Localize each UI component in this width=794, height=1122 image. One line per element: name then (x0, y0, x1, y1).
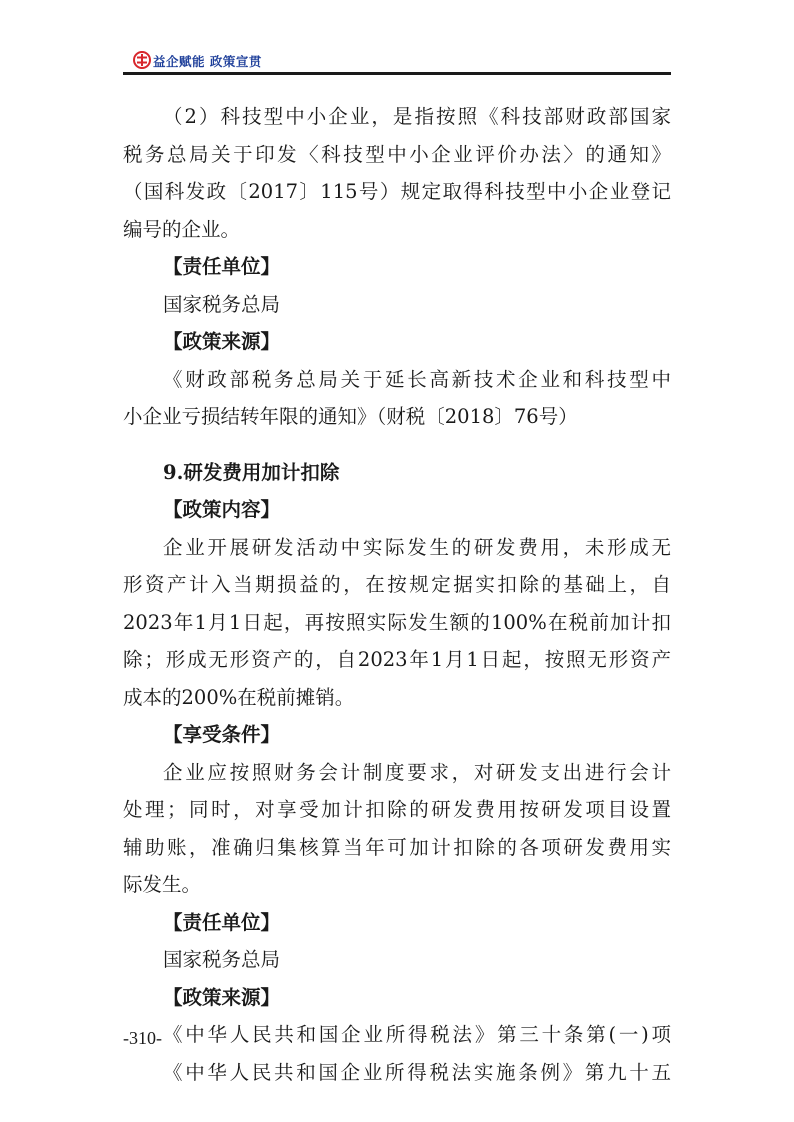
responsible-unit-value: 国家税务总局 (163, 948, 281, 971)
text-line: （国科发政〔2017〕115号）规定取得科技型中小企业登记 (123, 180, 671, 203)
responsible-unit-value: 国家税务总局 (163, 292, 281, 316)
text-line: 形资产计入当期损益的，在按规定据实扣除的基础上，自 (123, 573, 671, 596)
eligibility-text (123, 754, 671, 904)
text-line: 《中华人民共和国企业所得税法》第三十条第(一)项 (163, 1023, 671, 1046)
paragraph-sme-definition (123, 98, 671, 248)
policy-source-heading: 【政策来源】 (163, 330, 281, 353)
responsible-unit-heading: 【责任单位】 (163, 910, 281, 934)
page-header (123, 50, 671, 75)
policy-content-text (123, 529, 671, 717)
eligibility-heading: 【享受条件】 (163, 723, 281, 746)
text-line: 企业应按照财务会计制度要求，对研发支出进行会计 (163, 760, 671, 784)
text-line: 税务总局关于印发〈科技型中小企业评价办法〉的通知》 (123, 142, 671, 166)
policy-source-text (123, 361, 671, 436)
responsible-unit-heading: 【责任单位】 (163, 255, 281, 278)
brand-logo-icon (133, 51, 151, 69)
text-line: 编号的企业。 (123, 217, 241, 241)
page-number: -310- (123, 1028, 162, 1048)
text-line: 成本的200%在税前摊销。 (123, 685, 355, 709)
policy-source-text (123, 1016, 671, 1091)
text-line: 处理；同时，对享受加计扣除的研发费用按研发项目设置 (123, 798, 671, 821)
text-line: 2023年1月1日起，再按照实际发生额的100%在税前加计扣 (123, 610, 671, 634)
section-title: 9.研发费用加计扣除 (163, 460, 340, 484)
text-line: 除；形成无形资产的，自2023年1月1日起，按照无形资产 (123, 648, 671, 671)
text-line: 企业开展研发活动中实际发生的研发费用，未形成无 (163, 535, 671, 559)
text-line: 《财政部税务总局关于延长高新技术企业和科技型中 (163, 367, 671, 391)
text-line: 《中华人民共和国企业所得税法实施条例》第九十五 (163, 1060, 671, 1084)
document-body (123, 98, 671, 1091)
policy-content-heading: 【政策内容】 (163, 498, 281, 521)
text-line: 辅助账，准确归集核算当年可加计扣除的各项研发费用实 (123, 835, 671, 859)
policy-source-heading: 【政策来源】 (163, 985, 281, 1009)
text-line: 小企业亏损结转年限的通知》（财税〔2018〕76号） (123, 405, 578, 428)
text-line: 际发生。 (123, 873, 202, 896)
text-line: （2）科技型中小企业，是指按照《科技部财政部国家 (163, 105, 671, 128)
brand-text: 益企赋能 政策宣贯 (153, 54, 262, 69)
